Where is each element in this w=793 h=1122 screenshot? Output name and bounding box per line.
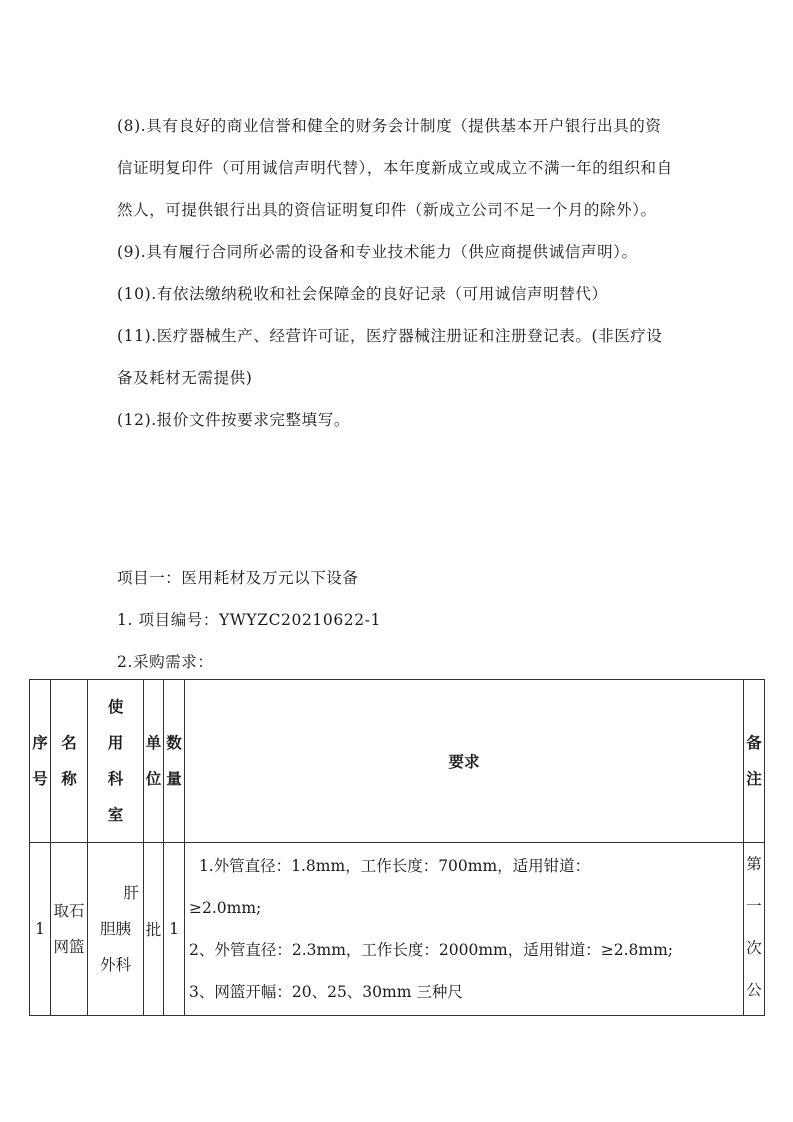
purchase-requirements-label: 2.采购需求： bbox=[117, 653, 214, 671]
requirement-line: ≥2.0mm; bbox=[189, 899, 262, 917]
cell-dept: 肝 胆胰 外科 bbox=[88, 843, 144, 1016]
table-row bbox=[30, 843, 765, 1016]
cell-note: 第 一 次 公 bbox=[744, 843, 765, 1016]
header-unit: 单 位 bbox=[144, 680, 164, 843]
paragraph-12: (12).报价文件按要求完整填写。 bbox=[117, 411, 350, 429]
requirement-line: 3、网篮开幅：20、25、30mm 三种尺 bbox=[189, 983, 463, 1001]
header-requirement: 要求 bbox=[185, 680, 744, 843]
paragraph-9: (9).具有履行合同所必需的设备和专业技术能力（供应商提供诚信声明）。 bbox=[117, 243, 638, 261]
project-title: 项目一：医用耗材及万元以下设备 bbox=[117, 569, 359, 587]
cell-unit: 批 bbox=[144, 843, 164, 1016]
paragraph-8: (8).具有良好的商业信誉和健全的财务会计制度（提供基本开户银行出具的资信证明复印件（可用诚信声明代替），本年度新成立或成立不满一年的组织和自然人，可提供银行出具的资信证明复印件（新成立公司不足一个月的除外）。 bbox=[117, 117, 673, 219]
requirement-line: 2、外管直径：2.3mm，工作长度：2000mm，适用钳道：≥2.8mm; bbox=[189, 941, 674, 959]
requirements-table bbox=[29, 679, 765, 1016]
header-note: 备 注 bbox=[744, 680, 765, 843]
header-name: 名 称 bbox=[51, 680, 88, 843]
header-dept: 使 用 科 室 bbox=[88, 680, 144, 843]
requirement-line: 1.外管直径：1.8mm，工作长度：700mm，适用钳道： bbox=[189, 857, 591, 875]
paragraph-10: (10).有依法缴纳税收和社会保障金的良好记录（可用诚信声明替代） bbox=[117, 285, 608, 303]
qualification-paragraphs bbox=[117, 105, 677, 441]
project-number: 1. 项目编号：YWYZC20210622-1 bbox=[117, 611, 382, 629]
cell-seq: 1 bbox=[30, 843, 51, 1016]
cell-name: 取石 网篮 bbox=[51, 843, 88, 1016]
cell-qty: 1 bbox=[164, 843, 185, 1016]
cell-requirement bbox=[185, 843, 744, 1016]
header-seq: 序 号 bbox=[30, 680, 51, 843]
header-qty: 数 量 bbox=[164, 680, 185, 843]
paragraph-11: (11).医疗器械生产、经营许可证，医疗器械注册证和注册登记表。(非医疗设备及耗材无需提供) bbox=[117, 327, 663, 387]
table-header-row bbox=[30, 680, 765, 843]
